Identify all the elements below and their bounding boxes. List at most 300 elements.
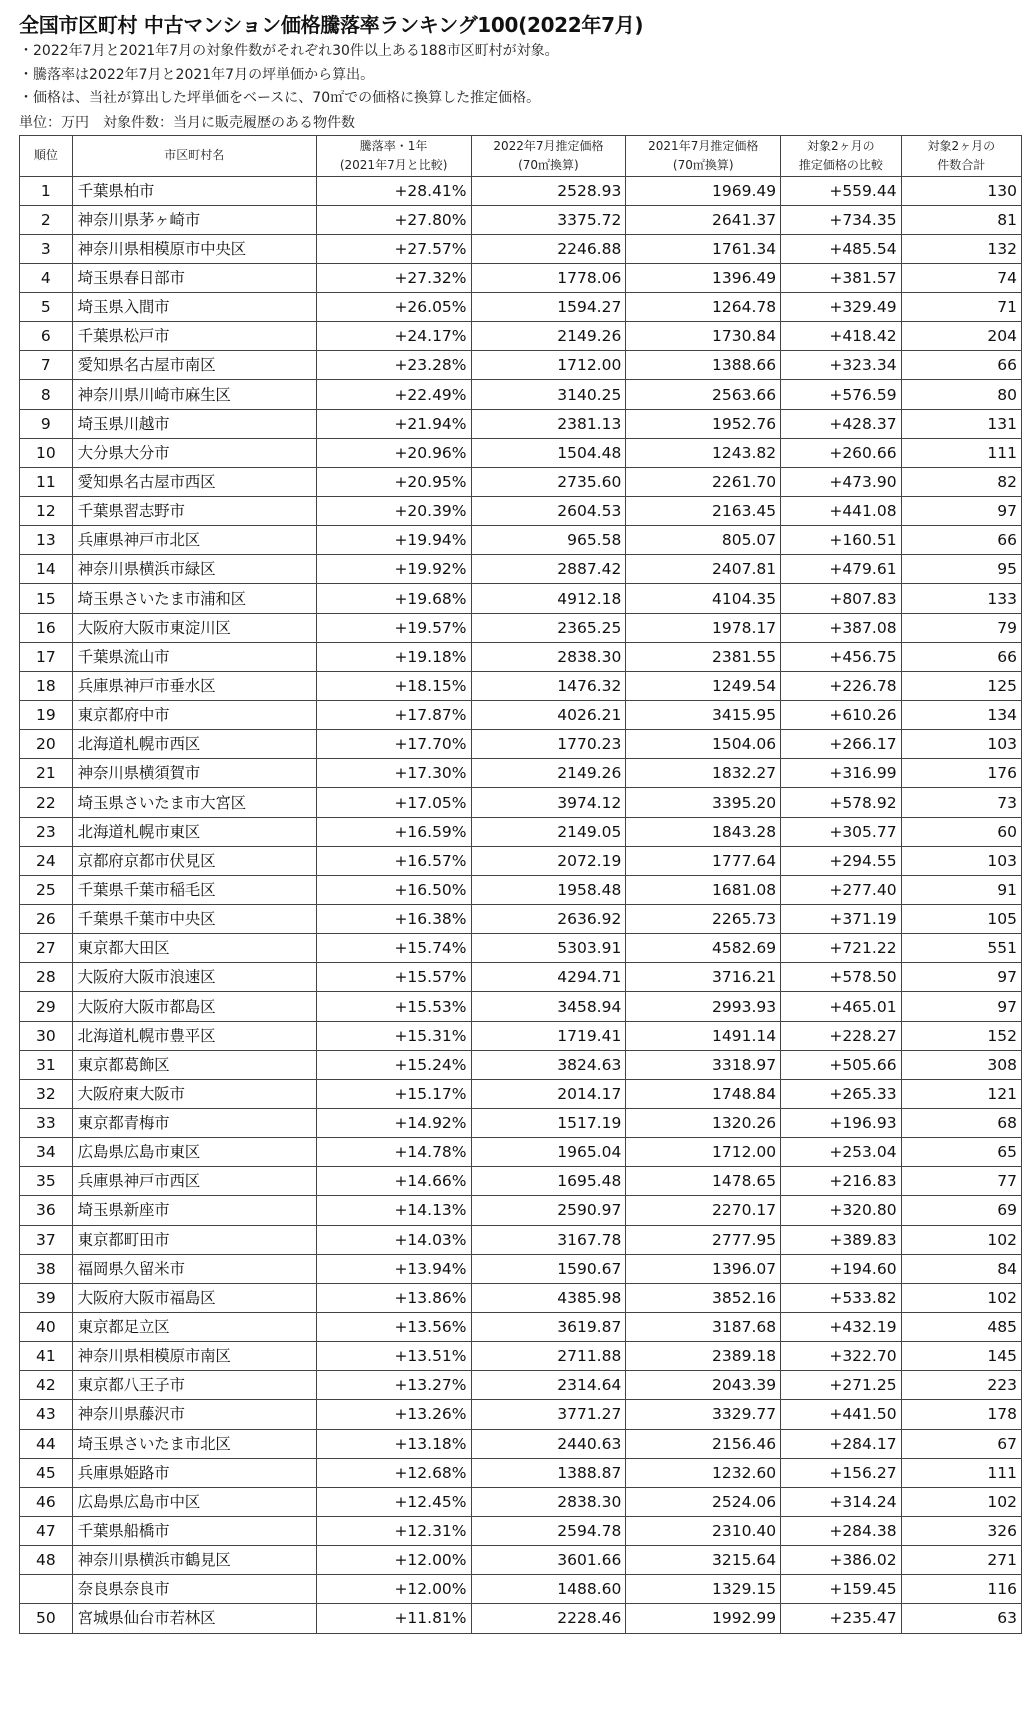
table-row — [20, 1167, 1022, 1196]
table-body — [20, 176, 1022, 1633]
rank-cell: 34 — [20, 1138, 73, 1167]
ranking-table — [19, 135, 1022, 1634]
municipality-cell: 広島県広島市中区 — [72, 1487, 316, 1516]
rate-cell: +13.94% — [316, 1254, 471, 1283]
price-2022-cell: 2365.25 — [471, 613, 626, 642]
price-2022-cell: 2149.26 — [471, 759, 626, 788]
count-cell: 66 — [901, 351, 1021, 380]
rate-cell: +19.94% — [316, 526, 471, 555]
rank-cell: 44 — [20, 1429, 73, 1458]
rate-cell: +20.95% — [316, 467, 471, 496]
municipality-cell: 愛知県名古屋市南区 — [72, 351, 316, 380]
price-2022-cell: 4912.18 — [471, 584, 626, 613]
price-2021-cell: 2389.18 — [626, 1342, 781, 1371]
price-2021-cell: 1396.07 — [626, 1254, 781, 1283]
rate-cell: +14.03% — [316, 1225, 471, 1254]
table-row — [20, 1283, 1022, 1312]
price-diff-cell: +387.08 — [781, 613, 901, 642]
price-2021-cell: 1232.60 — [626, 1458, 781, 1487]
municipality-cell: 京都府京都市伏見区 — [72, 846, 316, 875]
rate-cell: +15.57% — [316, 963, 471, 992]
table-row — [20, 1546, 1022, 1575]
price-2022-cell: 2838.30 — [471, 642, 626, 671]
rank-cell: 9 — [20, 409, 73, 438]
rate-cell: +12.00% — [316, 1575, 471, 1604]
rank-cell — [20, 1575, 73, 1604]
price-2022-cell: 1770.23 — [471, 730, 626, 759]
municipality-cell: 兵庫県姫路市 — [72, 1458, 316, 1487]
price-diff-cell: +465.01 — [781, 992, 901, 1021]
price-diff-cell: +485.54 — [781, 234, 901, 263]
count-cell: 91 — [901, 875, 1021, 904]
price-2021-cell: 1748.84 — [626, 1079, 781, 1108]
rate-cell: +17.05% — [316, 788, 471, 817]
table-row — [20, 380, 1022, 409]
price-2021-cell: 1681.08 — [626, 875, 781, 904]
price-diff-cell: +734.35 — [781, 205, 901, 234]
table-row — [20, 905, 1022, 934]
count-cell: 97 — [901, 963, 1021, 992]
municipality-cell: 埼玉県さいたま市大宮区 — [72, 788, 316, 817]
count-cell: 131 — [901, 409, 1021, 438]
price-2021-cell: 1969.49 — [626, 176, 781, 205]
table-row — [20, 701, 1022, 730]
price-diff-cell: +576.59 — [781, 380, 901, 409]
price-2022-cell: 1517.19 — [471, 1109, 626, 1138]
price-diff-cell: +284.17 — [781, 1429, 901, 1458]
price-2021-cell: 1992.99 — [626, 1604, 781, 1633]
rank-cell: 19 — [20, 701, 73, 730]
price-2022-cell: 1504.48 — [471, 438, 626, 467]
rank-cell: 23 — [20, 817, 73, 846]
price-diff-cell: +294.55 — [781, 846, 901, 875]
price-2022-cell: 2636.92 — [471, 905, 626, 934]
rank-cell: 6 — [20, 322, 73, 351]
price-diff-cell: +316.99 — [781, 759, 901, 788]
count-cell: 308 — [901, 1050, 1021, 1079]
price-2022-cell: 2149.05 — [471, 817, 626, 846]
count-cell: 176 — [901, 759, 1021, 788]
price-diff-cell: +235.47 — [781, 1604, 901, 1633]
count-cell: 82 — [901, 467, 1021, 496]
count-cell: 102 — [901, 1225, 1021, 1254]
price-2021-cell: 2043.39 — [626, 1371, 781, 1400]
header-price-2021-line2: (70㎡換算) — [672, 157, 734, 172]
price-2022-cell: 4385.98 — [471, 1283, 626, 1312]
rate-cell: +15.24% — [316, 1050, 471, 1079]
municipality-cell: 大阪府大阪市福島区 — [72, 1283, 316, 1312]
price-2021-cell: 2407.81 — [626, 555, 781, 584]
rate-cell: +17.70% — [316, 730, 471, 759]
price-2022-cell: 3619.87 — [471, 1312, 626, 1341]
count-cell: 65 — [901, 1138, 1021, 1167]
table-row — [20, 1604, 1022, 1633]
count-cell: 485 — [901, 1312, 1021, 1341]
price-diff-cell: +441.50 — [781, 1400, 901, 1429]
price-diff-cell: +473.90 — [781, 467, 901, 496]
price-2022-cell: 2246.88 — [471, 234, 626, 263]
municipality-cell: 千葉県千葉市中央区 — [72, 905, 316, 934]
count-cell: 111 — [901, 438, 1021, 467]
price-2022-cell: 3771.27 — [471, 1400, 626, 1429]
rate-cell: +20.39% — [316, 497, 471, 526]
rank-cell: 15 — [20, 584, 73, 613]
price-diff-cell: +610.26 — [781, 701, 901, 730]
rank-cell: 47 — [20, 1516, 73, 1545]
municipality-cell: 千葉県千葉市稲毛区 — [72, 875, 316, 904]
rank-cell: 7 — [20, 351, 73, 380]
count-cell: 63 — [901, 1604, 1021, 1633]
price-2022-cell: 2528.93 — [471, 176, 626, 205]
price-diff-cell: +260.66 — [781, 438, 901, 467]
rate-cell: +24.17% — [316, 322, 471, 351]
rank-cell: 26 — [20, 905, 73, 934]
price-2022-cell: 3375.72 — [471, 205, 626, 234]
price-diff-cell: +418.42 — [781, 322, 901, 351]
price-2022-cell: 2314.64 — [471, 1371, 626, 1400]
price-diff-cell: +578.50 — [781, 963, 901, 992]
header-price-2022-line2: (70㎡換算) — [518, 157, 579, 172]
price-2022-cell: 1488.60 — [471, 1575, 626, 1604]
rate-cell: +17.87% — [316, 701, 471, 730]
table-row — [20, 613, 1022, 642]
price-diff-cell: +266.17 — [781, 730, 901, 759]
header-rank — [20, 135, 73, 176]
rate-cell: +15.53% — [316, 992, 471, 1021]
table-row — [20, 817, 1022, 846]
price-diff-cell: +226.78 — [781, 671, 901, 700]
municipality-cell: 埼玉県春日部市 — [72, 263, 316, 292]
rank-cell: 43 — [20, 1400, 73, 1429]
table-row — [20, 1400, 1022, 1429]
rate-cell: +13.56% — [316, 1312, 471, 1341]
price-diff-cell: +386.02 — [781, 1546, 901, 1575]
table-row — [20, 409, 1022, 438]
price-2022-cell: 1388.87 — [471, 1458, 626, 1487]
table-row — [20, 934, 1022, 963]
count-cell: 133 — [901, 584, 1021, 613]
price-diff-cell: +381.57 — [781, 263, 901, 292]
price-2022-cell: 1965.04 — [471, 1138, 626, 1167]
price-2021-cell: 4104.35 — [626, 584, 781, 613]
rate-cell: +28.41% — [316, 176, 471, 205]
price-diff-cell: +329.49 — [781, 293, 901, 322]
count-cell: 81 — [901, 205, 1021, 234]
price-diff-cell: +284.38 — [781, 1516, 901, 1545]
price-2022-cell: 3167.78 — [471, 1225, 626, 1254]
rate-cell: +21.94% — [316, 409, 471, 438]
table-row — [20, 671, 1022, 700]
rate-cell: +14.78% — [316, 1138, 471, 1167]
header-count — [901, 135, 1021, 176]
municipality-cell: 埼玉県さいたま市北区 — [72, 1429, 316, 1458]
rate-cell: +13.27% — [316, 1371, 471, 1400]
rank-cell: 22 — [20, 788, 73, 817]
rate-cell: +12.68% — [316, 1458, 471, 1487]
header-name — [72, 135, 316, 176]
price-2022-cell: 1476.32 — [471, 671, 626, 700]
rate-cell: +16.50% — [316, 875, 471, 904]
count-cell: 97 — [901, 992, 1021, 1021]
table-row — [20, 1312, 1022, 1341]
table-row — [20, 1575, 1022, 1604]
municipality-cell: 千葉県習志野市 — [72, 497, 316, 526]
municipality-cell: 愛知県名古屋市西区 — [72, 467, 316, 496]
price-2021-cell: 1396.49 — [626, 263, 781, 292]
rate-cell: +26.05% — [316, 293, 471, 322]
header-rate-line2: (2021年7月と比較) — [339, 157, 448, 172]
count-cell: 132 — [901, 234, 1021, 263]
municipality-cell: 埼玉県川越市 — [72, 409, 316, 438]
table-row — [20, 555, 1022, 584]
rank-cell: 18 — [20, 671, 73, 700]
rank-cell: 10 — [20, 438, 73, 467]
price-2021-cell: 2156.46 — [626, 1429, 781, 1458]
count-cell: 80 — [901, 380, 1021, 409]
table-row — [20, 1050, 1022, 1079]
page-title: 全国市区町村 中古マンション価格騰落率ランキング100(2022年7月) — [19, 13, 644, 37]
header-price-2022 — [471, 135, 626, 176]
header-rate — [316, 135, 471, 176]
table-row — [20, 497, 1022, 526]
price-2021-cell: 805.07 — [626, 526, 781, 555]
count-cell: 102 — [901, 1283, 1021, 1312]
price-2022-cell: 1590.67 — [471, 1254, 626, 1283]
table-row — [20, 1109, 1022, 1138]
count-cell: 130 — [901, 176, 1021, 205]
table-row — [20, 438, 1022, 467]
rate-cell: +15.74% — [316, 934, 471, 963]
price-diff-cell: +721.22 — [781, 934, 901, 963]
rank-cell: 4 — [20, 263, 73, 292]
price-2022-cell: 1695.48 — [471, 1167, 626, 1196]
municipality-cell: 兵庫県神戸市垂水区 — [72, 671, 316, 700]
price-diff-cell: +456.75 — [781, 642, 901, 671]
municipality-cell: 千葉県船橋市 — [72, 1516, 316, 1545]
count-cell: 67 — [901, 1429, 1021, 1458]
rate-cell: +11.81% — [316, 1604, 471, 1633]
price-2021-cell: 3716.21 — [626, 963, 781, 992]
header-price-2022-line1: 2022年7月推定価格 — [493, 138, 604, 153]
rank-cell: 42 — [20, 1371, 73, 1400]
table-row — [20, 875, 1022, 904]
table-row — [20, 1079, 1022, 1108]
rate-cell: +23.28% — [316, 351, 471, 380]
price-2022-cell: 3974.12 — [471, 788, 626, 817]
count-cell: 79 — [901, 613, 1021, 642]
rank-cell: 33 — [20, 1109, 73, 1138]
price-diff-cell: +505.66 — [781, 1050, 901, 1079]
count-cell: 178 — [901, 1400, 1021, 1429]
price-2021-cell: 2270.17 — [626, 1196, 781, 1225]
header-count-line2: 件数合計 — [937, 157, 986, 172]
rank-cell: 41 — [20, 1342, 73, 1371]
municipality-cell: 東京都大田区 — [72, 934, 316, 963]
table-row — [20, 467, 1022, 496]
municipality-cell: 神奈川県相模原市中央区 — [72, 234, 316, 263]
rank-cell: 14 — [20, 555, 73, 584]
count-cell: 121 — [901, 1079, 1021, 1108]
unit-line: 単位：万円 対象件数：当月に販売履歴のある物件数 — [19, 114, 355, 131]
note-line: ・価格は、当社が算出した坪単価をベースに、70㎡での価格に換算した推定価格。 — [19, 90, 541, 106]
price-2021-cell: 1320.26 — [626, 1109, 781, 1138]
price-2022-cell: 2072.19 — [471, 846, 626, 875]
price-2021-cell: 2310.40 — [626, 1516, 781, 1545]
price-2022-cell: 965.58 — [471, 526, 626, 555]
price-diff-cell: +578.92 — [781, 788, 901, 817]
price-2022-cell: 2440.63 — [471, 1429, 626, 1458]
price-2022-cell: 1712.00 — [471, 351, 626, 380]
count-cell: 95 — [901, 555, 1021, 584]
municipality-cell: 奈良県奈良市 — [72, 1575, 316, 1604]
rank-cell: 24 — [20, 846, 73, 875]
table-row — [20, 1254, 1022, 1283]
municipality-cell: 東京都足立区 — [72, 1312, 316, 1341]
rank-cell: 8 — [20, 380, 73, 409]
rate-cell: +19.57% — [316, 613, 471, 642]
count-cell: 326 — [901, 1516, 1021, 1545]
rank-cell: 2 — [20, 205, 73, 234]
price-2021-cell: 2993.93 — [626, 992, 781, 1021]
price-2022-cell: 3601.66 — [471, 1546, 626, 1575]
municipality-cell: 兵庫県神戸市北区 — [72, 526, 316, 555]
price-2021-cell: 3852.16 — [626, 1283, 781, 1312]
count-cell: 60 — [901, 817, 1021, 846]
table-row — [20, 1458, 1022, 1487]
price-2022-cell: 4294.71 — [471, 963, 626, 992]
price-2021-cell: 3329.77 — [626, 1400, 781, 1429]
count-cell: 102 — [901, 1487, 1021, 1516]
header-diff-line2: 推定価格の比較 — [798, 157, 883, 172]
table-row — [20, 234, 1022, 263]
table-row — [20, 176, 1022, 205]
municipality-cell: 千葉県流山市 — [72, 642, 316, 671]
municipality-cell: 東京都府中市 — [72, 701, 316, 730]
rank-cell: 50 — [20, 1604, 73, 1633]
price-2021-cell: 4582.69 — [626, 934, 781, 963]
municipality-cell: 東京都町田市 — [72, 1225, 316, 1254]
price-diff-cell: +441.08 — [781, 497, 901, 526]
municipality-cell: 神奈川県川崎市麻生区 — [72, 380, 316, 409]
rate-cell: +16.59% — [316, 817, 471, 846]
price-2022-cell: 2014.17 — [471, 1079, 626, 1108]
rank-cell: 29 — [20, 992, 73, 1021]
price-2022-cell: 1958.48 — [471, 875, 626, 904]
price-2021-cell: 1264.78 — [626, 293, 781, 322]
municipality-cell: 東京都八王子市 — [72, 1371, 316, 1400]
rate-cell: +19.92% — [316, 555, 471, 584]
rank-cell: 46 — [20, 1487, 73, 1516]
count-cell: 105 — [901, 905, 1021, 934]
table-row — [20, 1021, 1022, 1050]
price-2021-cell: 1978.17 — [626, 613, 781, 642]
header-row — [20, 135, 1022, 176]
table-row — [20, 1516, 1022, 1545]
rank-cell: 35 — [20, 1167, 73, 1196]
table-row — [20, 730, 1022, 759]
price-2022-cell: 2381.13 — [471, 409, 626, 438]
rank-cell: 16 — [20, 613, 73, 642]
count-cell: 66 — [901, 642, 1021, 671]
price-2021-cell: 1478.65 — [626, 1167, 781, 1196]
note-line: ・2022年7月と2021年7月の対象件数がそれぞれ30件以上ある188市区町村が対象。 — [19, 43, 559, 59]
price-2021-cell: 2777.95 — [626, 1225, 781, 1254]
price-2021-cell: 3415.95 — [626, 701, 781, 730]
header-diff-line1: 対象2ヶ月の — [807, 138, 875, 153]
price-2022-cell: 2590.97 — [471, 1196, 626, 1225]
count-cell: 103 — [901, 846, 1021, 875]
table-row — [20, 759, 1022, 788]
rate-cell: +15.17% — [316, 1079, 471, 1108]
price-2022-cell: 2838.30 — [471, 1487, 626, 1516]
table-row — [20, 1487, 1022, 1516]
rate-cell: +16.57% — [316, 846, 471, 875]
rank-cell: 39 — [20, 1283, 73, 1312]
header-price-2021-line1: 2021年7月推定価格 — [648, 138, 759, 153]
price-2021-cell: 3318.97 — [626, 1050, 781, 1079]
municipality-cell: 広島県広島市東区 — [72, 1138, 316, 1167]
price-diff-cell: +265.33 — [781, 1079, 901, 1108]
rate-cell: +22.49% — [316, 380, 471, 409]
municipality-cell: 埼玉県入間市 — [72, 293, 316, 322]
municipality-cell: 神奈川県相模原市南区 — [72, 1342, 316, 1371]
price-diff-cell: +253.04 — [781, 1138, 901, 1167]
price-diff-cell: +216.83 — [781, 1167, 901, 1196]
price-2021-cell: 1777.64 — [626, 846, 781, 875]
price-diff-cell: +194.60 — [781, 1254, 901, 1283]
rate-cell: +12.45% — [316, 1487, 471, 1516]
rate-cell: +18.15% — [316, 671, 471, 700]
municipality-cell: 北海道札幌市西区 — [72, 730, 316, 759]
price-2021-cell: 1329.15 — [626, 1575, 781, 1604]
rate-cell: +12.31% — [316, 1516, 471, 1545]
price-diff-cell: +807.83 — [781, 584, 901, 613]
table-row — [20, 1225, 1022, 1254]
rate-cell: +17.30% — [316, 759, 471, 788]
count-cell: 97 — [901, 497, 1021, 526]
price-2021-cell: 3187.68 — [626, 1312, 781, 1341]
count-cell: 77 — [901, 1167, 1021, 1196]
price-diff-cell: +479.61 — [781, 555, 901, 584]
municipality-cell: 神奈川県藤沢市 — [72, 1400, 316, 1429]
municipality-cell: 埼玉県さいたま市浦和区 — [72, 584, 316, 613]
price-diff-cell: +277.40 — [781, 875, 901, 904]
price-2021-cell: 2524.06 — [626, 1487, 781, 1516]
price-2022-cell: 2711.88 — [471, 1342, 626, 1371]
rate-cell: +27.57% — [316, 234, 471, 263]
price-2022-cell: 2604.53 — [471, 497, 626, 526]
rate-cell: +14.13% — [316, 1196, 471, 1225]
price-2021-cell: 1491.14 — [626, 1021, 781, 1050]
municipality-cell: 北海道札幌市豊平区 — [72, 1021, 316, 1050]
municipality-cell: 千葉県松戸市 — [72, 322, 316, 351]
rank-cell: 11 — [20, 467, 73, 496]
rank-cell: 32 — [20, 1079, 73, 1108]
price-diff-cell: +371.19 — [781, 905, 901, 934]
municipality-cell: 兵庫県神戸市西区 — [72, 1167, 316, 1196]
price-diff-cell: +320.80 — [781, 1196, 901, 1225]
price-diff-cell: +559.44 — [781, 176, 901, 205]
rank-cell: 13 — [20, 526, 73, 555]
rank-cell: 1 — [20, 176, 73, 205]
price-diff-cell: +156.27 — [781, 1458, 901, 1487]
table-row — [20, 788, 1022, 817]
table-header — [20, 135, 1022, 176]
rate-cell: +15.31% — [316, 1021, 471, 1050]
rate-cell: +12.00% — [316, 1546, 471, 1575]
price-2022-cell: 1778.06 — [471, 263, 626, 292]
price-2022-cell: 5303.91 — [471, 934, 626, 963]
